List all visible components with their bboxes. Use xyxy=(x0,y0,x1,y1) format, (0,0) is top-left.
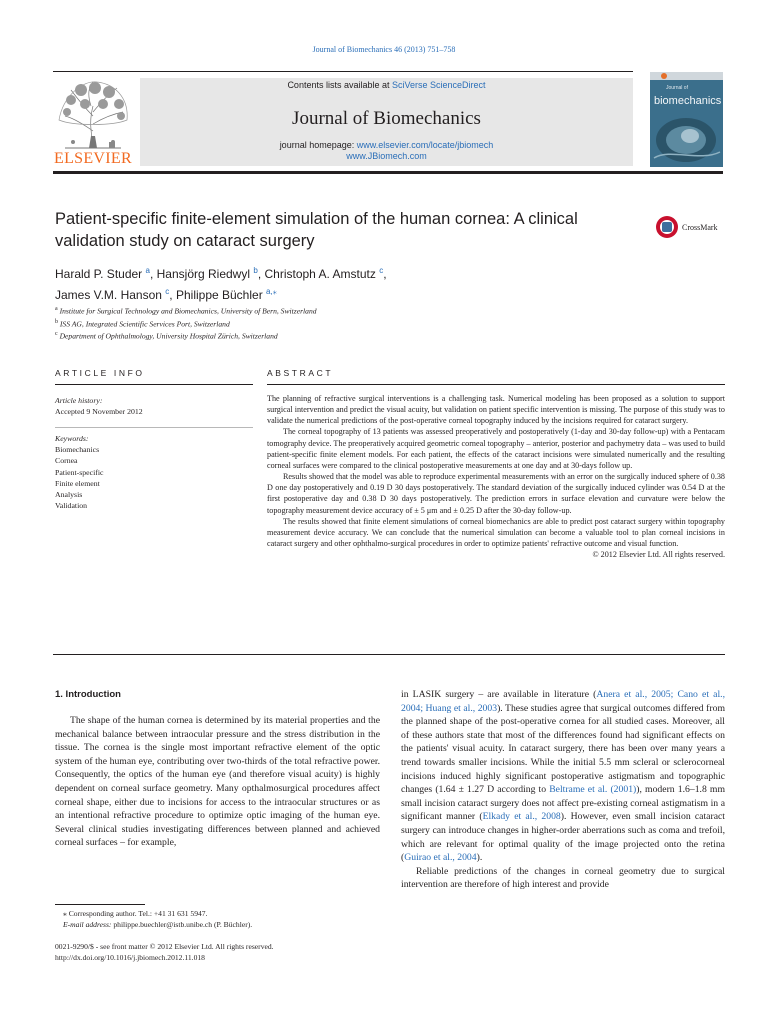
abstract-bottom-rule xyxy=(53,654,725,655)
author-affil-marker[interactable]: a xyxy=(145,266,150,275)
journal-homepage xyxy=(140,140,633,162)
author-separator: , xyxy=(169,288,176,302)
affiliation-marker: b xyxy=(55,318,58,325)
keywords-block xyxy=(55,433,253,511)
article-info-divider xyxy=(55,427,253,428)
crossmark-label: CrossMark xyxy=(682,223,718,232)
contents-line xyxy=(140,80,633,90)
author-name[interactable]: Hansjörg Riedwyl xyxy=(156,267,251,281)
keyword-item: Analysis xyxy=(55,490,83,500)
text-run: ). These studies agree that surgical outcomes differed from the planned shape of the post-operative cornea for all studied cases. Moreover, all of these authors state that most of the differences found had significant effects on the patients' visual acuity. In cataract surgery, there has been over many years a trend towards smaller incisions. While the initial 5.5 mm scleral or sclerocorneal incisions induced highly significant postoperative astigmatism and topographic changes (1.64 ± 1.27 D according to xyxy=(401,702,725,796)
article-title: Patient-specific finite-element simulation of the human cornea: A clinical validation study on cataract surgery xyxy=(55,210,578,250)
text-run: ), modern 1.6–1.8 mm small incision cataract surgery does not affect pre-existing corneal astigmatism in a significant manner ( xyxy=(401,784,726,823)
header-top-rule xyxy=(53,71,633,72)
imprint xyxy=(55,942,380,963)
author-affil-marker[interactable]: c xyxy=(165,287,170,296)
keyword-item: Cornea xyxy=(55,456,78,466)
footnote xyxy=(55,908,380,930)
author-separator: , xyxy=(257,267,265,281)
journal-cover-image[interactable] xyxy=(650,72,723,167)
body-paragraph: The shape of the human cornea is determined by its material properties and the mechanical balance between intraocular pressure and the stress distribution in the tissue. The cornea is the single most important refractive element of the optic system of the human eye, contributing over two-thirds of the total refractive power. Consequently, the optics of the human eye (and therefore visual acuity) is highly dependent on corneal surface geometry. Many opthalmosurgical procedures affect corneal shape, either due to incisions for access to the intraocular structures or as an intentional refractive procedure to optimize optic imaging of the human eye. Several clinical studies investigating differences between planned and achieved corneal surfaces – for example, xyxy=(55,715,380,849)
article-info-rule xyxy=(55,384,253,385)
author-affil-marker[interactable]: b xyxy=(253,266,258,275)
author-name[interactable]: Harald P. Studer xyxy=(55,267,143,281)
author-affil-marker[interactable]: c xyxy=(379,266,384,275)
crossmark-badge[interactable] xyxy=(655,213,727,241)
author-name[interactable]: Christoph A. Amstutz xyxy=(264,267,376,281)
affiliation-item xyxy=(55,304,615,317)
text-run: in LASIK surgery – are available in literature ( xyxy=(401,689,597,700)
author-separator: , xyxy=(149,267,157,281)
author-list xyxy=(55,262,615,304)
affiliations xyxy=(55,304,615,342)
header-bottom-rule xyxy=(53,171,723,174)
affiliation-text: Institute for Surgical Technology and Biomechanics, University of Bern, Switzerland xyxy=(59,306,317,316)
author-affil-marker[interactable]: a,⁎ xyxy=(266,287,277,296)
email-note xyxy=(55,919,380,930)
homepage-prefix: journal homepage: xyxy=(279,140,357,150)
body-paragraph xyxy=(401,688,725,865)
cover-title: biomechanics xyxy=(654,95,722,107)
publisher-wordmark: ELSEVIER xyxy=(54,150,132,167)
affiliation-marker: c xyxy=(55,331,58,338)
homepage-link-jbiomech[interactable]: www.JBiomech.com xyxy=(346,151,427,161)
homepage-link-elsevier[interactable]: www.elsevier.com/locate/jbiomech xyxy=(356,140,494,150)
body-column-left xyxy=(55,714,380,850)
journal-title: Journal of Biomechanics xyxy=(292,108,481,129)
body-paragraph: Reliable predictions of the changes in corneal geometry due to surgical intervention are therefore of high interest and provide xyxy=(401,865,725,891)
abstract-copyright: © 2012 Elsevier Ltd. All rights reserved. xyxy=(592,550,725,560)
keyword-item: Biomechanics xyxy=(55,445,100,455)
section-heading-introduction: 1. Introduction xyxy=(55,689,121,700)
journal-citation[interactable]: Journal of Biomechanics 46 (2013) 751–758 xyxy=(312,45,456,54)
email-label: E-mail address: xyxy=(63,920,112,929)
abstract-rule xyxy=(267,384,725,385)
keyword-item: Validation xyxy=(55,501,88,511)
keywords-label: Keywords: xyxy=(55,434,89,443)
body-column-right xyxy=(401,688,725,892)
keyword-item: Patient-specific xyxy=(55,467,104,477)
author-name[interactable]: James V.M. Hanson xyxy=(55,288,162,302)
abstract-paragraph: Results showed that the model was able to reproduce experimental measurements with an error on the surgically induced sphere of 0.38 D one day postoperatively and 0.19 D 30 days postoperatively. The standard deviation of the surgically induced cylinder was 0.54 D at the first postoperative day and 0.38 D 30 days postoperatively. The prediction errors in surface elevation and curvature were below the topography measurement device accuracy of ± 5 μm and ± 0.25 D after the 30-day follow-up. xyxy=(267,472,725,515)
email-address[interactable]: philippe.buechler@istb.unibe.ch (P. Büchler). xyxy=(111,920,253,929)
author-name[interactable]: Philippe Büchler xyxy=(175,288,263,302)
abstract-paragraph: The planning of refractive surgical interventions is a challenging task. Numerical modeling has been proposed as a solution to support surgical intervention and predict the visual acuity, but validation on patient specific intervention is missing. The purpose of this study was to validate the numerical predictions of the post-operative corneal topography induced by the incisions required for cataract surgery. xyxy=(267,394,725,426)
text-run: ). However, even small incision cataract surgery can introduce changes in higher-order aberrations such as coma and trefoil, which are relevant for optimal quality of the image projected onto the retina ( xyxy=(401,811,725,864)
abstract-heading: ABSTRACT xyxy=(267,368,334,378)
abstract-body xyxy=(267,393,725,560)
accepted-date: Accepted 9 November 2012 xyxy=(55,407,143,416)
abstract-paragraph: The results showed that finite element simulations of corneal biomechanics are able to predict post cataract surgery within topography measurement device accuracy. We can conclude that the numerical simulation can become a valuable tool to plan corneal incisions in cataract surgery and other ophthalmo-surgical procedures in order to optimize patients' refractive outcome and visual function. xyxy=(267,516,725,549)
sciencedirect-link[interactable]: SciVerse ScienceDirect xyxy=(392,80,486,90)
affiliation-item xyxy=(55,329,615,342)
corresponding-author-note: ⁎ Corresponding author. Tel.: +41 31 631 5947. xyxy=(63,909,208,918)
affiliation-marker: a xyxy=(55,306,58,312)
history-label: Article history: xyxy=(55,396,103,405)
affiliation-text: ISS AG, Integrated Scientific Services Port, Switzerland xyxy=(59,319,230,329)
cover-small-text: Journal of xyxy=(666,85,688,91)
keyword-item: Finite element xyxy=(55,478,100,488)
citation-link[interactable]: Elkady et al., 2008 xyxy=(482,811,561,823)
contents-prefix: Contents lists available at xyxy=(287,80,392,90)
affiliation-item xyxy=(55,317,615,330)
article-history xyxy=(55,395,253,417)
text-run: ). xyxy=(476,852,483,864)
footnote-rule xyxy=(55,904,145,905)
author-separator: , xyxy=(383,267,387,281)
citation-link[interactable]: Beltrame et al. (2001) xyxy=(549,784,637,796)
citation-link[interactable]: Anera et al., 2005; Cano et al., 2004; Huang et al., 2003 xyxy=(401,689,725,714)
abstract-paragraph: The corneal topography of 13 patients was assessed preoperatively and postoperatively (1-day and 30-day follow-up) with a Pentacam tomography device. The preoperatively acquired geometric corneal topography – anterior, posterior and pachymetry data – was used to build patient-specific finite element models. For each patient, the effects of the cataract incisions were simulated numerically and the resulting corneal surfaces were compared to the clinical postoperative measurements at one day and at 30-days follow up. xyxy=(267,427,725,470)
issn-line: 0021-9290/$ - see front matter © 2012 Elsevier Ltd. All rights reserved. xyxy=(55,942,274,951)
affiliation-text: Department of Ophthalmology, University Hospital Zürich, Switzerland xyxy=(59,331,278,341)
doi-link[interactable]: http://dx.doi.org/10.1016/j.jbiomech.2012.11.018 xyxy=(55,952,205,962)
article-info-heading: ARTICLE INFO xyxy=(55,368,145,378)
citation-link[interactable]: Guirao et al., 2004 xyxy=(404,852,477,864)
